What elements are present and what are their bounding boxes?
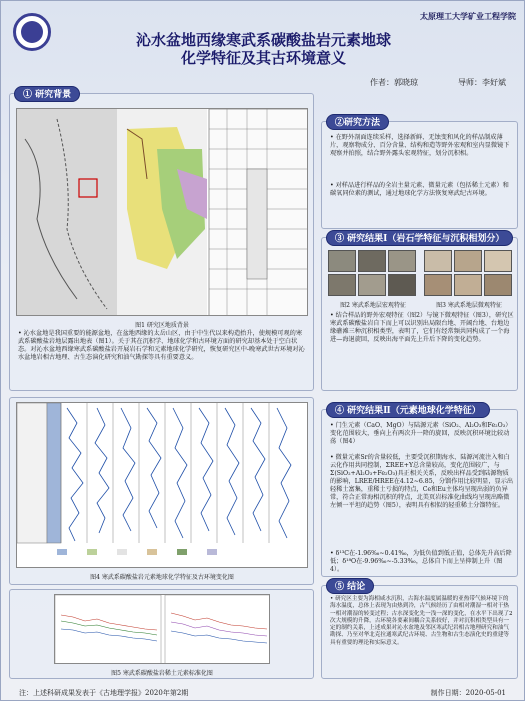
title-line-1: 沁水盆地西缘寒武系碳酸盐岩元素地球 bbox=[135, 31, 391, 49]
section-result-2 bbox=[321, 406, 518, 577]
advisor: 导师：李好斌 bbox=[458, 78, 506, 87]
section-5-title: ⑤ 结论 bbox=[326, 578, 374, 594]
section-2-title: ②研究方法 bbox=[326, 114, 389, 130]
photo-3d bbox=[424, 274, 452, 296]
geochem-profile-graphic bbox=[17, 403, 308, 568]
photo-3c bbox=[484, 250, 512, 272]
section-4-text-3: • δ¹³C在-1.96‰~0.41‰，为低负值到低正值，总体先升高后降低；δ¹⁸O在-9.96‰~-5.33‰，总体自下而上呈抑制上升（图4）。 bbox=[330, 550, 512, 573]
section-result-1 bbox=[321, 234, 518, 391]
geologic-map-graphic bbox=[17, 109, 308, 316]
photo-2a bbox=[328, 250, 356, 272]
section-4-text-1: • 门生元素（CaO、MgO）与陆源元素（SiO₂、Al₂O₃和Fe₂O₃）变化范围较大，垂向上有两次升一降的旋回，反映沉积环境比较动荡（图4） bbox=[330, 422, 512, 445]
header bbox=[1, 1, 525, 91]
section-methods bbox=[321, 118, 518, 229]
section-2-text-2: • 对样品进行样品的全岩主量元素、微量元素（包括稀土元素）和碳氧同位素的测试，通过地球化学方法恢复寒武纪古环境。 bbox=[330, 182, 509, 197]
photo-3e bbox=[454, 274, 482, 296]
figure-5-caption: 图5 寒武系碳酸盐岩稀土元素标准化图 bbox=[111, 670, 213, 677]
photo-3a bbox=[424, 250, 452, 272]
section-1-title: ① 研究背景 bbox=[14, 86, 80, 102]
figure-5-panel bbox=[9, 589, 314, 679]
section-3-text: • 结合样品的野外宏观特征（图2）与镜下微观特征（图3），研究区寒武系碳酸盐岩自下而上可以识别出局限台地、开阔台地、台地边缘礁滩三种沉积相类型，表明了，它们有经常频共同构成了一个海进—海退旋回，反映出海平面先上升后下降的变化趋势。 bbox=[330, 312, 514, 343]
section-5-text: • 研究区主要为海相咸水沉积，古海水温度属温暖的亚热带气候环境下的海水温度，总体上表现为由热到冷，古气候经历了由相对潮湿一相对干热一相对潮湿的转变过程；古水深变化先一浅一深的变化，在水平下出现了2次大规模的升降，古环境各要素间耦合关系较好，并对沉积相类型具有一定的制约关系，上述成果对沁水盆地及邻区寒武纪岩相古地理研究和油气勘探、乃至对华北克拉通寒武纪古环境、古生物和古生态演化史的重建等具有重要的理论和实际意义。 bbox=[330, 596, 513, 646]
ree-pattern-graphic bbox=[55, 595, 270, 664]
university-name: 太原理工大学矿业工程学院 bbox=[420, 11, 516, 21]
section-conclusion bbox=[321, 582, 518, 679]
photo-3f bbox=[484, 274, 512, 296]
figure-2-caption: 图2 寒武系地层宏观特征 bbox=[340, 302, 406, 309]
photo-3b bbox=[454, 250, 482, 272]
figure-4-caption: 图4 寒武系碳酸盐岩元素地球化学特征及古环境变化图 bbox=[90, 574, 234, 581]
photo-2e bbox=[358, 274, 386, 296]
figure-4-geochem-chart bbox=[16, 402, 308, 568]
title-line-2: 化学特征及其古环境意义 bbox=[180, 49, 346, 67]
section-4-text-2: • 微量元素Sr的含量较低，主要受沉积期海水、陆源河流注入和白云化作用共同控制，ΣREE+Y总含量较高，变化范围较广，与Σ(SiO₂+Al₂O₃+Fe₂O₃)具正相关关系，反映出样品受到陆源物质的影响，LREE/HREE在4.12~6.85，分馏作用比较明显，显示出轻稀土富集，重稀土亏损的特点，Ce和Eu主体均呈现出弱的负异常，符合正常海相沉积的特点，北美页岩标准化曲线均呈现出略微左倾一平坦的趋势（图5），表明具有相似的轻重稀土分馏特征。 bbox=[330, 454, 514, 509]
section-background bbox=[9, 90, 314, 391]
author: 作者：郭晓琼 bbox=[370, 78, 418, 87]
figure-3-caption: 图3 寒武系地层微观特征 bbox=[436, 302, 502, 309]
section-4-title: ④ 研究结果Ⅱ（元素地球化学特征） bbox=[326, 402, 490, 418]
figure-4-panel bbox=[9, 397, 314, 585]
photo-2c bbox=[388, 250, 416, 272]
footer-date: 制作日期：2020-05-01 bbox=[430, 689, 506, 697]
footer bbox=[1, 684, 525, 701]
photo-2f bbox=[388, 274, 416, 296]
figure-5-ree-chart bbox=[54, 594, 270, 664]
photo-2b bbox=[358, 250, 386, 272]
section-2-text-1: • 在野外剖面连续采样，选择新鲜、无蚀变和风化的样品制成薄片，观察物成分、百分含量、结构和造等野外宏观和室内显微镜下观察并拍照，结合野外露头宏观特征，划分沉积相。 bbox=[330, 134, 510, 157]
authors bbox=[370, 77, 506, 88]
section-1-text: • 沁水盆地是我国重要的能源盆地，在盆地西缘的太岳山区，由于中生代以来构造抬升，使规模可观的寒武系碳酸盐岩地层露出地表（图1）。关于其在沉积学、地球化学和古环境方面的研究却基本处于空白状态。对沁水盆地西缘寒武系碳酸盐岩开展岩石学和元素地球化学研究，恢复研究区中-晚寒武世古环境对沁水盆地岩相古地理、古生态演化研究和油气勘探等具有重要意义。 bbox=[18, 330, 305, 361]
photo-2d bbox=[328, 274, 356, 296]
footer-note: 注：上述科研成果发表于《古地理学报》2020年第2期 bbox=[19, 689, 189, 697]
section-3-title: ③ 研究结果Ⅰ（岩石学特征与沉积相划分） bbox=[326, 230, 513, 246]
figure-1-caption: 图1 研究区地质背景 bbox=[135, 322, 189, 329]
figure-1-geologic-map bbox=[16, 108, 308, 316]
poster-title bbox=[1, 31, 525, 67]
